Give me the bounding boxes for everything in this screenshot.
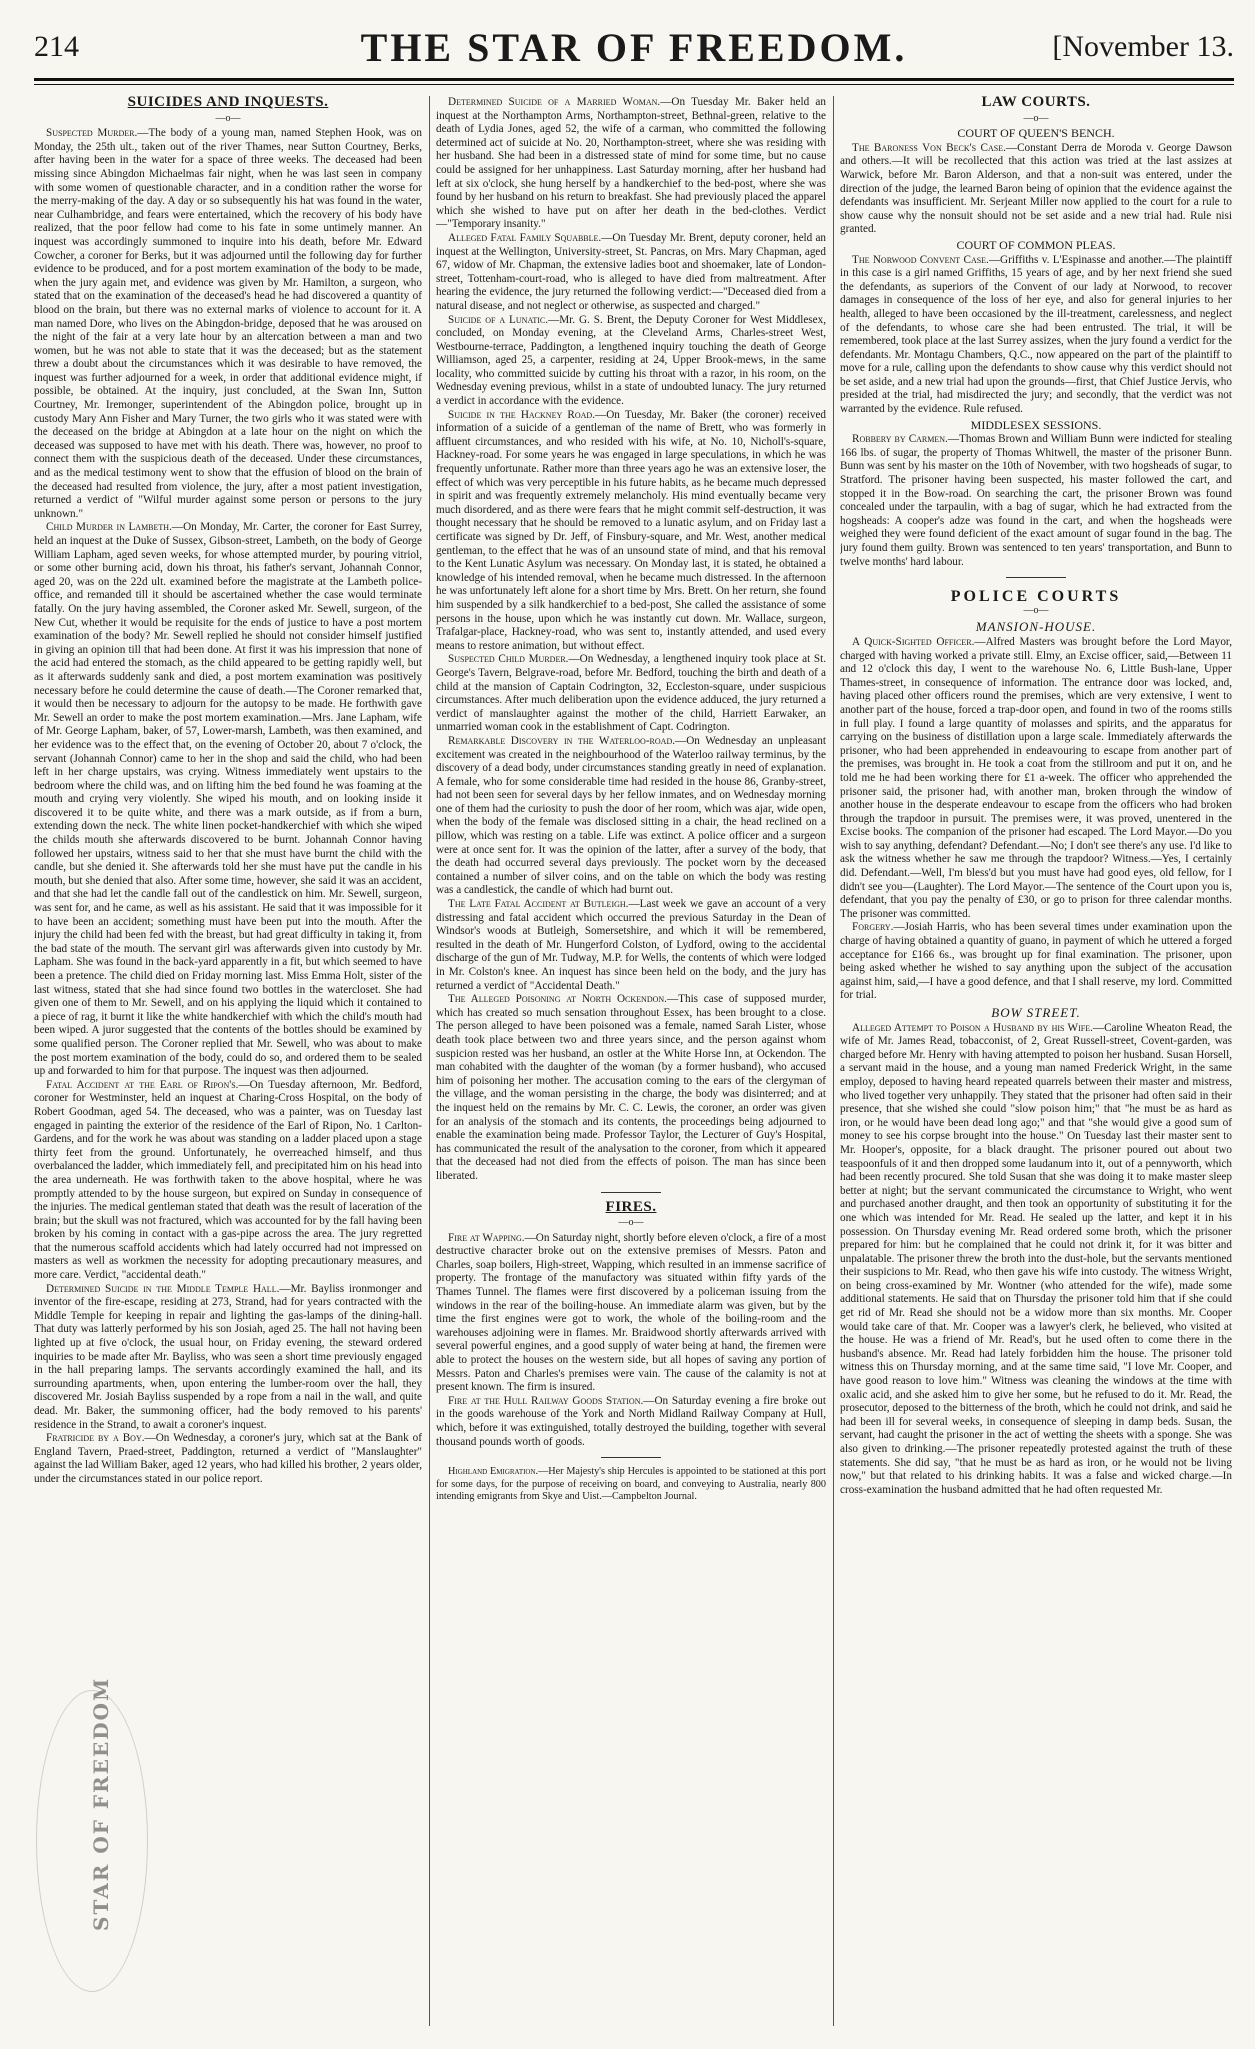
court-heading: MANSION-HOUSE. — [975, 619, 1097, 635]
court-heading: COURT OF QUEEN'S BENCH. — [957, 126, 1115, 141]
section-divider: —o— — [618, 1217, 644, 1229]
article-head: Determined Suicide of a Married Woman. — [448, 96, 661, 108]
article-body: —Griffiths v. L'Espinasse and another.—The plaintiff in this case is a girl named Griffiths, 15 years of age, and by her next friend she sued the defendants, as superiors of the Convent of our lady at Norwood, to recover damages in consequence of the loss of her eye, and also for general injuries to her health, alleged to have been occasioned by the ill-treatment, carelessness, and neglect of the defendants, to whose care she had been entrusted. The trial, it will be remembered, took place at the last Surrey assizes, when the jury found a verdict for the defendants. Mr. Montagu Chambers, Q.C., now appeared on the part of the plaintiff to move for a rule, calling upon the defendants to show cause why this verdict should not be set aside, and a new trial had upon the grounds—first, that Chief Justice Jervis, who presided at the trial, had misdirected the jury; and secondly, that the verdict was not warranted by the evidence. Rule refused. — [840, 253, 1232, 416]
article-body: —Caroline Wheaton Read, the wife of Mr. James Read, tobacconist, of 2, Great Russell-street, Covent-garden, was charged before Mr. Henry with having attempted to poison her husband. Susan Horsell, a servant maid in the house, and a young man named Frederick Wright, in the same employ, deposed to having heard repeated quarrels between their master and mistress, who lived together very unhappily. They stated that the prisoner had often said in their presence, that she wished she could "slow poison him;" that "he must be as hard as iron, or he would have been dead long ago;" and that "she would give a good sum of money to see his corpse brought into the house." On Tuesday last their master sent to Mr. Hooper's, opposite, for a black draught. The prisoner poured out about two teaspoonfuls of it and then dropped some laudanum into it, out of a pennyworth, which had been recently procured. She told Susan that she was doing it to make master sleep better at night; but the servant communicated the circumstance to Wright, who went and purchased another draught, and then took an opportunity of substituting it for the one which was intended for Mr. Read. He sealed up the latter, and kept it in his possession. On Thursday evening Mr. Read ordered some broth, which the prisoner prepared for him: but he complained that he could not drink it, for it was bitter and unpalatable. The prisoner threw the broth into the dust-hole, but the servants mentioned their suspicions to Mr. Read, who then gave his wife into custody. The witness Wright, on being cross-examined by Mr. Wontner (who attended for the wife), made some additional statements. He said that on Thursday the prisoner told him that if she could get rid of Mr. Read she should not be a widow more than six months. Mr. Cooper would take care of that. Mr. Cooper was a lawyer's clerk, he believed, who visited at the house. He was a friend of Mr. Read's, but he used often to come there in the husband's absence. Mr. Read had lately forbidden him the house. The prisoner told witness this on Thursday morning, and at the same time said, "I love Mr. Cooper, and have good reason to love him." Witness was cleaning the windows at the time with oxalic acid, and she asked him to give her some, but he refused to do it. Mr. Read, the prosecutor, deposed to the bitterness of the broth, which he could not drink, and said he had been ill for several weeks, in consequence of sleeping in damp beds. Susan, the servant, had caught the prisoner in the act of wetting the sheets with a sponge. She was also given to drinking.—The prisoner repeatedly protested against the truth of these statements. She did say, "that he must be as hard as iron, or he would not be living now," but that related to his drinking habits. It was a false and wicked charge.—In cross-examination the husband admitted that he had often requested Mr. — [840, 1021, 1232, 1496]
article — [34, 1432, 422, 1486]
column-suicides-inquests — [34, 96, 422, 1681]
article-body: —On Tuesday Mr. Baker held an inquest at the Northampton Arms, Northampton-street, Bethnal-green, relative to the death of Lydia Jones, aged 52, the wife of a carman, who committed the following determined act of suicide at No. 20, Northampton-street, where she was residing with her husband. She had been in a distressed state of mind for some time, but no cause could be assigned for her unhappiness. Last Saturday morning, after her husband had left at six o'clock, she hung herself by a handkerchief to the bed-post, where she was found by her husband on his return to breakfast. She had previously placed the apparel which she wished to have put on after her death in the bed-clothes. Verdict—"Temporary insanity." — [436, 96, 826, 231]
article-head: Suicide of a Lunatic. — [448, 313, 549, 326]
article — [436, 898, 826, 993]
article-body: —On Tuesday Mr. Brent, deputy coroner, held an inquest at the Wellington, University-street, St. Pancras, on Mrs. Mary Chapman, aged 67, widow of Mr. Chapman, the extensive ladies boot and shoemaker, late of London-street, Tottenham-court-road, who is alleged to have died from maltreatment. After hearing the evidence, the jury returned the following verdict:—"Deceased died from a natural disease, and not neglect or otherwise, as suspected and charged." — [436, 231, 826, 312]
article — [436, 409, 826, 654]
section-rule — [601, 1192, 661, 1193]
article — [34, 1283, 422, 1433]
article-body: —Constant Derra de Moroda v. George Dawson and others.—It will be recollected that this action was tried at the last assizes at Warwick, before Mr. Baron Alderson, and that a non-suit was entered, under the direction of the judge, the learned Baron being of opinion that the evidence against the defendants was insufficient. Mr. Serjeant Miller now applied to the court for a rule to show cause why the nonsuit should not be set aside and a new trial had. Rule nisi granted. — [840, 141, 1232, 236]
article-body: —Her Majesty's ship Hercules is appointed to be stationed at this port for some days, for the purpose of receiving on board, and conveying to Australia, nearly 800 intending emigrants from Skye and Uist.—Campbelton Journal. — [436, 1466, 826, 1502]
section-title: SUICIDES AND INQUESTS. — [127, 96, 329, 110]
article — [34, 521, 422, 1078]
section-divider: —o— — [1023, 604, 1049, 616]
article-body: —On Saturday evening a fire broke out in the goods warehouse of the York and North Midland Railway Company at Hull, which, before it was extinguished, totally destroyed the building, together with several thousand pounds worth of goods. — [436, 1394, 826, 1448]
article — [840, 636, 1232, 921]
masthead-rule-thin — [34, 84, 1234, 85]
article-body: —Josiah Harris, who has been several times under examination upon the charge of having obtained a quantity of guano, in payment of which he uttered a forged acceptance for £166 6s., was brought up for final examination. The prisoner, upon being asked whether he wished to say anything upon the subject of the accusation against him, said,—I have a good defence, and that I shall reserve, my lord. Committed for trial. — [840, 921, 1232, 1002]
article-body: —On Monday, Mr. Carter, the coroner for East Surrey, held an inquest at the Duke of Sussex, Gibson-street, Lambeth, on the body of George William Lapham, aged seven weeks, for whose attempted murder, by pouring vitriol, or some other burning acid, down his throat, his father's servant, Johannah Connor, aged 20, was on the 22d ult. examined before the magistrate at the Lambeth police-office, and remanded till it should be ascertained whether the case would terminate fatally. On the jury having assembled, the Coroner asked Mr. Sewell, surgeon, of the New Cut, whether it would be requisite for the ends of justice to have a post mortem examination of the body? Mr. Sewell replied he should not consider himself justified in giving an opinion till that had been done. At first it was his impression that none of the acid had entered the stomach, as the child appeared to be getting rapidly well, but as it afterwards suddenly sank and died, a post mortem examination was positively necessary before he could determine the cause of death.—The Coroner remarked that, it would then be necessary to adjourn for the autopsy to be made. He forthwith gave Mr. Sewell an order to make the post mortem examination.—Mrs. Jane Lapham, wife of Mr. George Lapham, baker, of 57, Lower-marsh, Lambeth, was then examined, and her evidence was to the effect that, on the evening of October 20, about 7 o'clock, the servant (Johannah Connor) came to her in the shop and said the child, who had been left in her charge upstairs, was crying. Witness immediately went upstairs to the bedroom where the child was, and on lifting him the bed found he was foaming at the mouth and crying very violently. She wiped his mouth, and on looking inside it discovered it to be quite white, and there was a mark outside, as if from a burn, extending down the neck. The white linen pocket-handkerchief with which she wiped the childs mouth she afterwards discovered to be burnt. Johannah Connor having followed her upstairs, witness said to her that she must have burnt the child with the candle, but she denied it. She afterwards told her she must have put the candle in his mouth, but she denied that also. After some time, however, she said it was an accident, and that she had let the candle fall out of the candlestick on him. Mr. Sewell, surgeon, was sent for, and he came, as well as his assistant. He said that it was impossible for it to have been an accident; something must have been put into the mouth. After the injury the child had been fed with the breast, but had great difficulty in taking it, from the bad state of the mouth. The servant girl was afterwards given into custody by Mr. Lapham. She was found in the back-yard apparently in a fit, but which seemed to have been a pretence. The child died on Friday morning last. Miss Emma Holt, sister of the last witness, stated that she had since found two bottles in the watercloset. She had given one of them to Mr. Sewell, and on his applying the liquid which it contained to a piece of rag, it burnt it like the white handkerchief with which the child's mouth had been wiped. A juror suggested that the contents of the bottles should be examined by some qualified person. The Coroner replied that Mr. Sewell, who was about to make the post mortem examination of the body, could do so, and ordered them to be sealed up and forwarded to him for that purpose. The inquest was then adjourned. — [34, 521, 422, 1078]
stamp-text: STAR OF FREEDOM — [89, 1676, 113, 1931]
article-head: Fire at Wapping. — [448, 1231, 525, 1244]
article — [840, 921, 1232, 1003]
issue-date: [November 13. — [1052, 30, 1234, 63]
article — [436, 96, 826, 232]
article-body: —Mr. Bayliss ironmonger and inventor of the fire-escape, residing at 273, Strand, had for years contracted with the Middle Temple for keeping in repair and lighting the gas-lamps of the dining-hall. That duty was latterly performed by his son Josiah, aged 25. The hall not having been lighted up at five o'clock, the usual hour, on Friday evening, the steward ordered inquiries to be made after Mr. Bayliss, who was seen a short time previously engaged in the hall preparing lamps. The servants accordingly examined the hall, and its surrounding apartments, when, upon entering the lumber-room over the hall, they discovered Mr. Josiah Bayliss suspended by a rope from a nail in the wall, and quite dead. Mr. Baker, the summoning officer, had the body removed to his parents' residence in the Strand, to await a coroner's inquest. — [34, 1282, 422, 1431]
article-head: Alleged Attempt to Poison a Husband by his Wife. — [852, 1021, 1093, 1034]
article-head: Suspected Child Murder. — [448, 653, 569, 666]
article-head: The Late Fatal Accident at Butleigh. — [448, 898, 629, 911]
section-divider: —o— — [1023, 112, 1049, 124]
article — [436, 653, 826, 735]
library-stamp — [36, 1676, 148, 1992]
newspaper-title: THE STAR OF FREEDOM. — [360, 25, 908, 70]
article-head: Child Murder in Lambeth. — [46, 521, 172, 534]
article-body: —The body of a young man, named Stephen Hook, was on Monday, the 25th ult., taken out of the river Thames, near Sutton Courtney, Berks, after having been in the water for a space of three weeks. The deceased had been missing since Abingdon Michaelmas fair night, when he was last seen in company with some women of questionable character, and in a condition rather the worse for the merry-making of the day. A day or so subsequently his hat was found in the water, near Culhambridge, and fears were entertained, which the recovery of his body have realized, that the poor fellow had come to his fate in some untimely manner. An inquest was accordingly summoned to inquire into his death, before Mr. Edward Cowcher, a coroner for Berks, but it was adjourned until the following day for further evidence to be produced, and for a post mortem examination of the body to be made, when the jury again met, and evidence was given by Mr. Hamilton, a surgeon, who stated that on the examination of the deceased's head he had discovered a quantity of blood on the brain, but there was no external marks of violence to account for it. A man named Dore, who lives on the Abingdon-bridge, deposed that he was aroused on the night of the fair at a very late hour by an altercation between a man and two women, but he was not able to state that it was the deceased; but as the statement threw a doubt about the circumstances which it was desirable to have removed, the inquest was further adjourned for a week, in order that additional evidence might, if possible, be obtained. At the inquiry, just concluded, at the Swan Inn, Sutton Courtney, Mr. Iremonger, superintendent of the Abingdon police, brought up in custody Mary Ann Fisher and Mary Turner, the two girls who it was stated were with the deceased on the bridge at Abingdon at a late hour on the night on which the deceased was supposed to have met with his death. There was, however, no proof to connect them with the suspicious death of the deceased. Under these circumstances, and as the medical testimony went to show that the effusion of blood on the brain of the deceased had resulted from violence, the jury, after a most patient investigation, returned a verdict of "Wilful murder against some person or persons to the jury unknown." — [34, 127, 422, 520]
law-courts-title: LAW COURTS. — [981, 96, 1091, 110]
article-head: Suspected Murder. — [46, 127, 138, 140]
article — [436, 232, 826, 314]
article-body: —On Saturday night, shortly before eleven o'clock, a fire of a most destructive character broke out on the extensive premises of Messrs. Paton and Charles, soap boilers, High-street, Wapping, which resulted in an immense sacrifice of property. The frontage of the manufactory was situated within fifty yards of the Thames Tunnel. The flames were first discovered by a policeman issuing from the windows in the rear of the boiling-house. An immediate alarm was given, but by the time the first engines were got to work, the whole of the boiling-room and the warehouses adjoining were in flames. Mr. Braidwood shortly afterwards arrived with several powerful engines, and a good supply of water being at hand, the firemen were able to protect the houses on the western side, but all hopes of saving any portion of Messrs. Paton and Charles's premises were vain. The cause of the calamity is not at present known. The firm is insured. — [436, 1231, 826, 1394]
article — [840, 433, 1232, 569]
article-head: The Norwood Convent Case. — [852, 253, 989, 266]
article — [34, 127, 422, 521]
article-body: —On Wednesday, a coroner's jury, which sat at the Bank of England Tavern, Praed-street, Paddington, returned a verdict of "Manslaughter" against the lad William Baker, aged 12 years, who had killed his brother, 2 years older, under the circumstances stated in our police report. — [34, 1432, 422, 1485]
article-head: Suicide in the Hackney Road. — [448, 408, 596, 421]
article-head: Fire at the Hull Railway Goods Station. — [448, 1394, 644, 1407]
masthead-rule — [34, 78, 1234, 81]
section-rule — [1006, 577, 1066, 578]
column-divider — [833, 96, 834, 2026]
article-body: —On Tuesday, Mr. Baker (the coroner) received information of a suicide of a gentleman of the name of Brett, who was formerly in affluent circumstances, and who resided with his wife, at No. 10, Nicholl's-square, Hackney-road. For some years he was engaged in large speculations, in which he was frequently unfortunate. Rather more than three years ago he was an extensive loser, the effect of which was very perceptible in his future habits, as he became much depressed in spirit and was frequently extremely melancholy. His mind eventually became very much disordered, and as there were fears that he might commit self-destruction, it was thought necessary that he should be removed to a lunatic asylum, and on Friday last a certificate was signed by Dr. Jeff, of Finsbury-square, and Mr. West, another medical gentleman, to the effect that he was of an unsound state of mind, and that his removal to the Kent Lunatic Asylum was necessary. On Monday last, it is stated, he obtained a knowledge of his intended removal, when he became much distressed. In the afternoon he was unfortunately left alone for a short time by Mrs. Brett. On her return, she found him suspended by a silk handkerchief to a bed-post, She called the assistance of some persons in the house, upon which he was instantly cut down. Mr. Wallace, surgeon, Trafalgar-place, Hackney-road, who was sent to, instantly attended, and used every means to restore animation, but without effect. — [436, 408, 826, 652]
fires-title: FIRES. — [605, 1198, 657, 1215]
section-rule — [601, 1457, 661, 1458]
article-head: Robbery by Carmen. — [852, 433, 948, 446]
article-head: Fratricide by a Boy. — [46, 1432, 145, 1445]
article-body: —Last week we gave an account of a very distressing and fatal accident which occurred the previous Saturday in the Dean of Windsor's woods at Butleigh, Somersetshire, and which it will be remembered, resulted in the death of Mr. Hungerford Colston, of Lydford, owing to the accidental discharge of the gun of Mr. Tudway, M.P. for Wells, the contents of which were lodged in Mr. Colston's knee. An inquest has since been held on the body, and the jury has returned a verdict of "Accidental Death." — [436, 898, 826, 992]
article-head: Forgery. — [852, 921, 894, 934]
article — [436, 314, 826, 409]
article — [34, 1079, 422, 1283]
article-body: —Thomas Brown and William Bunn were indicted for stealing 166 lbs. of sugar, the property of Thomas Whitwell, the master of the prisoner Bunn. Bunn was sent by his master on the 10th of November, with two hogsheads of sugar, to Stratford. The prisoner having been suspected, his master followed the cart, and stopped it in the Bow-road. On searching the cart, the prisoner Brown was found concealed under the tarpaulin, with a bag of sugar, which he had extracted from the hogsheads: A cooper's adze was found in the cart, and when the hogsheads were weighed they were found deficient of the exact amount of sugar found in the bag. The jury found them guilty. Brown was sentenced to ten years' transportation, and Bunn to twelve months' hard labour. — [840, 433, 1232, 568]
article-head: Remarkable Discovery in the Waterloo-road. — [448, 734, 676, 747]
article-body: —On Tuesday afternoon, Mr. Bedford, coroner for Westminster, held an inquest at Charing-Cross Hospital, on the body of Robert Goodman, aged 54. The deceased, who was a painter, was on Tuesday last engaged in painting the exterior of the residence of the Earl of Ripon, No. 1 Carlton-Gardens, and for the work he was about was standing on a ladder placed upon a stage thirty feet from the ground. Unfortunately, he overreached himself, and thus overbalanced the ladder, which immediately fell, and precipitated him on his head into the area underneath. He was forthwith taken to the above hospital, where he was promptly attended to by the house surgeon, but expired on Sunday in consequence of the injuries. The medical gentleman stated that death was the result of laceration of the brain; but the skull was not fractured, which was accounted for by the fall having been broken by his coming in contact with a gas-pipe across the area. The jury regretted that the numerous scaffold accidents which had lately occurred had not impressed on masters as well as workmen the necessity for adopting precautionary measures, and more care. Verdict, "accidental death." — [34, 1078, 422, 1282]
article-body: —Mr. G. S. Brent, the Deputy Coroner for West Middlesex, concluded, on Monday evening, at the Cleveland Arms, Charles-street West, Westbourne-terrace, Paddington, a lengthened inquiry touching the death of George Williamson, aged 25, a carpenter, residing at 24, Upper Brook-mews, in the same locality, who committed suicide by cutting his throat with a razor, in his room, on the Wednesday evening previous, whilst in a state of undoubted lunacy. The jury returned a verdict in accordance with the evidence. — [436, 313, 826, 408]
article — [436, 993, 826, 1183]
article-head: Fatal Accident at the Earl of Ripon's. — [46, 1078, 239, 1091]
article — [436, 735, 826, 898]
page-number: 214 — [34, 30, 79, 63]
section-divider: —o— — [215, 112, 241, 124]
article — [436, 1466, 826, 1503]
article — [436, 1395, 826, 1449]
article-body: —On Wednesday an unpleasant excitement was created in the neighbourhood of the Waterloo railway terminus, by the discovery of a dead body, under circumstances standing greatly in need of explanation. A female, who for some considerable time had resided in the house 86, Granby-street, had not been seen for several days by her fellow inmates, and on Wednesday morning one of them had the curiosity to push the door of her room, which was ajar, wide open, when the body of the female was disclosed sitting in a chair, the head reclined on a pillow, which was resting on a table. Life was extinct. A police officer and a surgeon were at once sent for. It was the opinion of the latter, after a survey of the body, that the death had occurred several days previously. The pocket worn by the deceased contained a number of silver coins, and on the table on which the body was resting was a candlestick, the candle of which had burnt out. — [436, 734, 826, 897]
court-heading: BOW STREET. — [991, 1005, 1081, 1020]
article — [436, 1232, 826, 1395]
article — [840, 254, 1232, 417]
article-head: Determined Suicide in the Middle Temple Hall. — [46, 1282, 280, 1295]
article — [840, 142, 1232, 237]
column-law-police — [840, 96, 1232, 2026]
article-head: Alleged Fatal Family Squabble. — [448, 231, 602, 244]
article-body: —On Wednesday, a lengthened inquiry took place at St. George's Tavern, Belgrave-road, before Mr. Bedford, touching the birth and death of a child at the mansion of Captain Codrington, 32, Eccleston-square, under suspicious circumstances. After much deliberation upon the evidence adduced, the jury returned a verdict of manslaughter against the mother of the child, Harriett Earwaker, an unmarried woman cook in the establishment of Capt. Codrington. — [436, 653, 826, 734]
article-body: —This case of supposed murder, which has created so much sensation throughout Essex, has been brought to a close. The person alleged to have been poisoned was a female, named Sarah Lister, whose death took place between two and three years since, and the person against whom suspicion rested was her husband, an ostler at the White Horse Inn, at Ockendon. The man cohabited with the daughter of the woman (by a former husband), who accused him of poisoning her mother. The accusation coming to the ears of the clergyman of the village, and the woman persisting in the charge, the body was disinterred; and at the inquest held on the remains by Mr. C. C. Lewis, the coroner, an order was given for an analysis of the stomach and its contents, the proceedings being adjourned to enable the examination being made. Professor Taylor, the Lecturer of Guy's Hospital, has communicated the result of the analysation to the coroner, from which it appeared that the deceased had not died from the effects of poison. The man has since been liberated. — [436, 993, 826, 1182]
article-head: A Quick-Sighted Officer. — [852, 635, 975, 648]
masthead — [34, 26, 1234, 74]
court-heading: COURT OF COMMON PLEAS. — [956, 237, 1116, 252]
article-head: The Alleged Poisoning at North Ockendon. — [448, 993, 667, 1006]
court-heading: MIDDLESEX SESSIONS. — [970, 417, 1102, 432]
police-courts-title: POLICE COURTS — [950, 588, 1122, 606]
article — [840, 1022, 1232, 1498]
article-body: —Alfred Masters was brought before the Lord Mayor, charged with having worked a private still. Elmy, an Excise officer, said,—Between 11 and 12 o'clock this day, I went to the warehouse No. 6, Little Bush-lane, Upper Thames-street, in consequence of information. The entrance door was locked, and, having placed other officers round the premises, which are very extensive, I went to another part of the house, forced a trap-door open, and found in two of the rooms stills in full play. I found a large quantity of molasses and spirits, and the apparatus for carrying on the business of distillation upon a large scale. Immediately afterwards the prisoner, who had been apprehended in endeavouring to escape from another part of the premises, was brought in. He took a coat from the stillroom and put it on, and he told me he had been working there for £1 a-week. The officer who apprehended the prisoner said, the prisoner had, with another man, broken through the window of another house in the desperate endeavour to escape from the officers who had broken through the trapdoor in pursuit. The premises were, it was proved, unentered in the Excise books. The companion of the prisoner had escaped. The Lord Mayor.—Do you wish to say anything, defendant? Defendant.—No; I don't see there's any use. I'd like to ask the witness whether he saw me through the trapdoor? Witness.—Yes, I certainly did. Defendant.—Well, I'm bless'd but you must have had good eyes, old fellow, for I didn't see you—(Laughter). The Lord Mayor.—The sentence of the Court upon you is, defendant, that you pay the penalty of £30, or go to prison for three calendar months. The prisoner was committed. — [840, 635, 1232, 920]
column-divider — [429, 96, 430, 2026]
article-head: Highland Emigration. — [448, 1466, 539, 1478]
column-inquests-fires — [436, 96, 826, 2026]
article-head: The Baroness Von Beck's Case. — [852, 141, 1006, 154]
